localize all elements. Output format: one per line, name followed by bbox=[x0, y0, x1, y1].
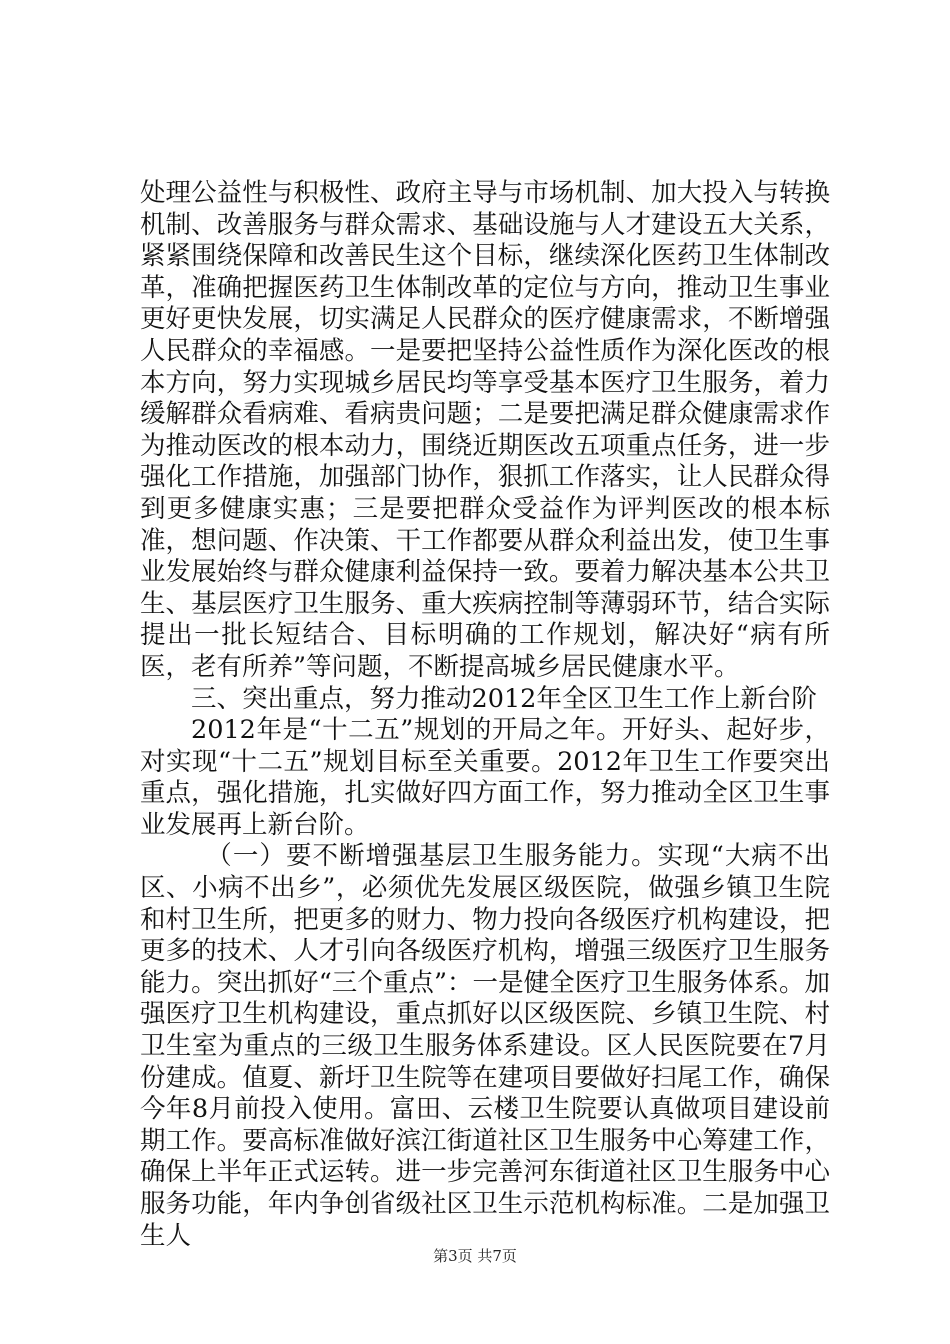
section-heading: 三、突出重点，努力推动2012年全区卫生工作上新台阶 bbox=[191, 683, 817, 714]
document-body bbox=[140, 178, 830, 1252]
page-number-footer: 第3页 共7页 bbox=[433, 1247, 517, 1265]
paragraph-continuation: 处理公益性与积极性、政府主导与市场机制、加大投入与转换机制、改善服务与群众需求、基础设施与人才建设五大关系，紧紧围绕保障和改善民生这个目标，继续深化医药卫生体制改革，准确把握医药卫生体制改革的定位与方向，推动卫生事业更好更快发展，切实满足人民群众的医疗健康需求，不断增强人民群众的幸福感。一是要把坚持公益性质作为深化医改的根本方向，努力实现城乡居民均等享受基本医疗卫生服务，着力缓解群众看病难、看病贵问题；二是要把满足群众健康需求作为推动医改的根本动力，围绕近期医改五项重点任务，进一步强化工作措施，加强部门协作，狠抓工作落实，让人民群众得到更多健康实惠；三是要把群众受益作为评判医改的根本标准，想问题、作决策、干工作都要从群众利益出发，使卫生事业发展始终与群众健康利益保持一致。要着力解决基本公共卫生、基层医疗卫生服务、重大疾病控制等薄弱环节，结合实际提出一批长短结合、目标明确的工作规划，解决好“病有所医，老有所养”等问题，不断提高城乡居民健康水平。 bbox=[140, 178, 830, 682]
paragraph-grassroots-service: （一）要不断增强基层卫生服务能力。实现“大病不出区、小病不出乡”，必须优先发展区级医院，做强乡镇卫生院和村卫生所，把更多的财力、物力投向各级医疗机构建设，把更多的技术、人才引向各级医疗机构，增强三级医疗卫生服务能力。突出抓好“三个重点”：一是健全医疗卫生服务体系。加强医疗卫生机构建设，重点抓好以区级医院、乡镇卫生院、村卫生室为重点的三级卫生服务体系建设。区人民医院要在7月份建成。值夏、新圩卫生院等在建项目要做好扫尾工作，确保今年8月前投入使用。富田、云楼卫生院要认真做项目建设前期工作。要高标准做好滨江街道社区卫生服务中心筹建工作，确保上半年正式运转。进一步完善河东街道社区卫生服务中心服务功能，年内争创省级社区卫生示范机构标准。二是加强卫生人 bbox=[140, 841, 830, 1251]
paragraph-2012-overview: 2012年是“十二五”规划的开局之年。开好头、起好步，对实现“十二五”规划目标至关重要。2012年卫生工作要突出重点，强化措施，扎实做好四方面工作，努力推动全区卫生事业发展再上新台阶。 bbox=[140, 715, 830, 840]
